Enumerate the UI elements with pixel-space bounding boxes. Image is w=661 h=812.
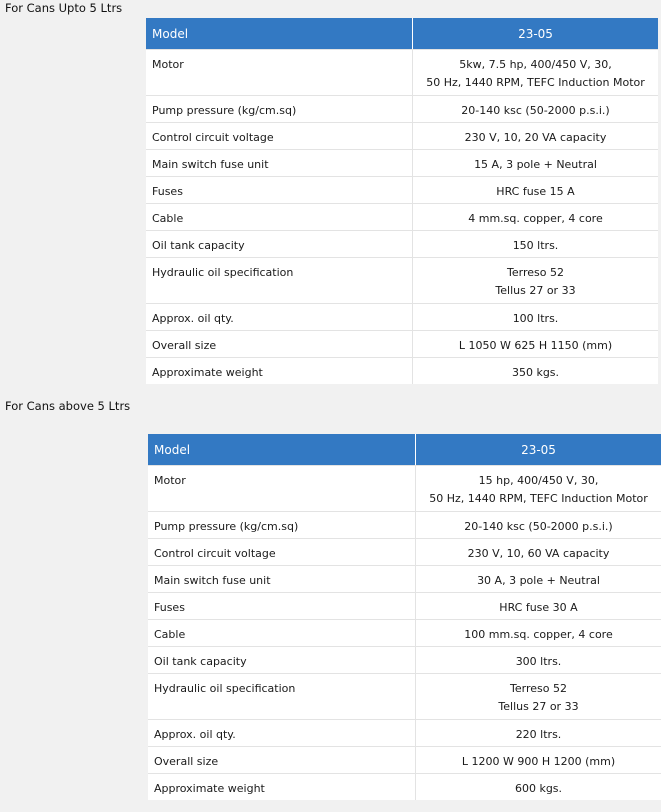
row-value: [416, 465, 661, 511]
header-label: Model: [148, 434, 416, 465]
row-value: 350 kgs.: [413, 357, 658, 384]
table-row: [146, 257, 658, 303]
row-value: L 1050 W 625 H 1150 (mm): [413, 330, 658, 357]
row-value: L 1200 W 900 H 1200 (mm): [416, 746, 661, 773]
table-row: [146, 303, 658, 330]
row-label: Fuses: [146, 176, 413, 203]
table-row: [146, 176, 658, 203]
row-value: 230 V, 10, 60 VA capacity: [416, 538, 661, 565]
row-label: Approx. oil qty.: [148, 719, 416, 746]
row-value: HRC fuse 15 A: [413, 176, 658, 203]
table-row: [148, 619, 661, 646]
table-row: [146, 230, 658, 257]
row-label: Main switch fuse unit: [146, 149, 413, 176]
row-label: Approx. oil qty.: [146, 303, 413, 330]
value-line: 5kw, 7.5 hp, 400/450 V, 30,: [459, 58, 612, 71]
row-value: [416, 673, 661, 719]
row-label: Motor: [148, 465, 416, 511]
row-value: 100 ltrs.: [413, 303, 658, 330]
row-label: Approximate weight: [146, 357, 413, 384]
table-row: [148, 511, 661, 538]
row-label: Overall size: [146, 330, 413, 357]
spec-table: [146, 18, 658, 384]
header-value: 23-05: [413, 18, 658, 49]
row-label: Pump pressure (kg/cm.sq): [148, 511, 416, 538]
row-label: Cable: [146, 203, 413, 230]
table-row: [146, 122, 658, 149]
row-label: Oil tank capacity: [148, 646, 416, 673]
section-heading: For Cans above 5 Ltrs: [5, 399, 131, 413]
table-row: [146, 95, 658, 122]
row-value: 100 mm.sq. copper, 4 core: [416, 619, 661, 646]
value-line: 50 Hz, 1440 RPM, TEFC Induction Motor: [426, 76, 645, 89]
row-value: 15 A, 3 pole + Neutral: [413, 149, 658, 176]
table-row: [148, 646, 661, 673]
table-row: [148, 773, 661, 800]
table-header-row: [148, 434, 661, 465]
table-row: [148, 673, 661, 719]
row-value: 600 kgs.: [416, 773, 661, 800]
row-label: Approximate weight: [148, 773, 416, 800]
row-label: Overall size: [148, 746, 416, 773]
row-value: [413, 49, 658, 95]
row-value: HRC fuse 30 A: [416, 592, 661, 619]
table-row: [146, 330, 658, 357]
value-line: 50 Hz, 1440 RPM, TEFC Induction Motor: [429, 492, 648, 505]
table-row: [148, 538, 661, 565]
row-value: [413, 257, 658, 303]
value-line: Terreso 52: [507, 266, 564, 279]
value-line: Tellus 27 or 33: [498, 700, 579, 713]
row-label: Control circuit voltage: [148, 538, 416, 565]
row-label: Oil tank capacity: [146, 230, 413, 257]
value-line: 15 hp, 400/450 V, 30,: [478, 474, 599, 487]
header-label: Model: [146, 18, 413, 49]
row-label: Main switch fuse unit: [148, 565, 416, 592]
table-row: [146, 149, 658, 176]
row-label: Fuses: [148, 592, 416, 619]
row-value: 20-140 ksc (50-2000 p.s.i.): [416, 511, 661, 538]
table-row: [148, 565, 661, 592]
value-line: Tellus 27 or 33: [495, 284, 576, 297]
row-value: 4 mm.sq. copper, 4 core: [413, 203, 658, 230]
row-value: 150 ltrs.: [413, 230, 658, 257]
section-heading: For Cans Upto 5 Ltrs: [5, 1, 123, 15]
table-row: [148, 592, 661, 619]
row-label: Control circuit voltage: [146, 122, 413, 149]
row-value: 220 ltrs.: [416, 719, 661, 746]
row-label: Hydraulic oil specification: [148, 673, 416, 719]
row-label: Cable: [148, 619, 416, 646]
row-label: Pump pressure (kg/cm.sq): [146, 95, 413, 122]
table-row: [146, 357, 658, 384]
row-label: Motor: [146, 49, 413, 95]
header-value: 23-05: [416, 434, 661, 465]
row-value: 20-140 ksc (50-2000 p.s.i.): [413, 95, 658, 122]
table-row: [148, 719, 661, 746]
row-value: 230 V, 10, 20 VA capacity: [413, 122, 658, 149]
table-row: [148, 465, 661, 511]
table-row: [148, 746, 661, 773]
value-line: Terreso 52: [510, 682, 567, 695]
table-row: [146, 49, 658, 95]
table-header-row: [146, 18, 658, 49]
table-row: [146, 203, 658, 230]
row-value: 30 A, 3 pole + Neutral: [416, 565, 661, 592]
spec-table: [148, 434, 661, 800]
row-label: Hydraulic oil specification: [146, 257, 413, 303]
row-value: 300 ltrs.: [416, 646, 661, 673]
